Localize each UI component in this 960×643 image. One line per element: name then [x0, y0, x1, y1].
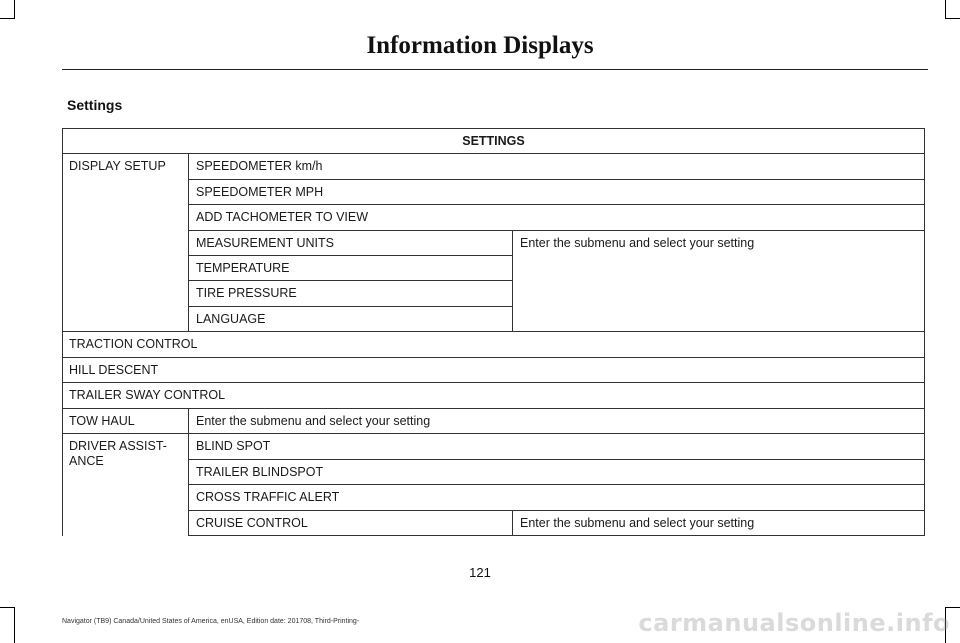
cell-blind-spot: BLIND SPOT [196, 439, 271, 453]
table-row-divider [188, 484, 925, 485]
cell-hill-descent: HILL DESCENT [69, 363, 159, 377]
table-border-top [62, 128, 925, 129]
page-number: 121 [469, 565, 491, 580]
table-row-divider [188, 306, 512, 307]
cell-speedometer-mph: SPEEDOMETER MPH [196, 185, 324, 199]
watermark: carmanualsonline.info [638, 609, 950, 637]
table-row-divider [62, 357, 925, 358]
table-header: SETTINGS [462, 134, 525, 148]
cell-language: LANGUAGE [196, 312, 266, 326]
crop-mark-bottom-left-v [14, 607, 15, 643]
cell-traction-control: TRACTION CONTROL [69, 337, 198, 351]
table-row-divider [188, 459, 925, 460]
table-row-divider [188, 510, 925, 511]
crop-mark-top-right-v [945, 0, 946, 18]
table-col-divider [512, 230, 513, 331]
table-row-divider [188, 280, 512, 281]
header-rule [62, 69, 928, 70]
cell-cross-traffic-alert: CROSS TRAFFIC ALERT [196, 490, 340, 504]
table-row-divider [62, 331, 925, 332]
table-row-divider [62, 433, 925, 434]
table-row-divider [188, 204, 925, 205]
table-row-divider [188, 255, 512, 256]
crop-mark-top-right-h [945, 18, 960, 19]
cell-measurement-units: MEASUREMENT UNITS [196, 236, 334, 250]
cell-submenu-note: Enter the submenu and select your setting [520, 236, 755, 250]
cell-add-tachometer: ADD TACHOMETER TO VIEW [196, 210, 369, 224]
table-row-divider [188, 230, 925, 231]
cell-tire-pressure: TIRE PRESSURE [196, 286, 297, 300]
cell-submenu-note: Enter the submenu and select your setting [196, 414, 431, 428]
crop-mark-top-left-h [0, 18, 15, 19]
table-border-left [62, 128, 63, 536]
cell-temperature: TEMPERATURE [196, 261, 290, 275]
footer-edition-text: Navigator (TB9) Canada/United States of America, enUSA, Edition date: 201708, Third-Printing- [62, 618, 360, 625]
crop-mark-top-left-v [14, 0, 15, 18]
table-col-divider [512, 510, 513, 536]
cell-trailer-sway-control: TRAILER SWAY CONTROL [69, 388, 226, 402]
table-row-divider [62, 408, 925, 409]
crop-mark-bottom-right-h [945, 607, 960, 608]
page-header-title: Information Displays [366, 32, 594, 59]
cell-trailer-blindspot: TRAILER BLINDSPOT [196, 465, 324, 479]
settings-table [62, 128, 925, 536]
cell-tow-haul: TOW HAUL [69, 414, 135, 428]
crop-mark-bottom-left-h [0, 607, 15, 608]
table-row-divider [188, 535, 925, 536]
cell-driver-assistance: DRIVER ASSIST- [69, 439, 167, 453]
table-border-right [924, 128, 925, 536]
cell-speedometer-kmh: SPEEDOMETER km/h [196, 159, 323, 173]
table-col-divider [188, 408, 189, 536]
cell-submenu-note: Enter the submenu and select your setting [520, 516, 755, 530]
table-row-divider [62, 153, 925, 154]
cell-display-setup: DISPLAY SETUP [69, 159, 166, 173]
cell-driver-assistance-cont: ANCE [69, 454, 104, 468]
cell-cruise-control: CRUISE CONTROL [196, 516, 308, 530]
table-row-divider [62, 382, 925, 383]
section-title: Settings [67, 97, 123, 113]
table-row-divider [188, 179, 925, 180]
